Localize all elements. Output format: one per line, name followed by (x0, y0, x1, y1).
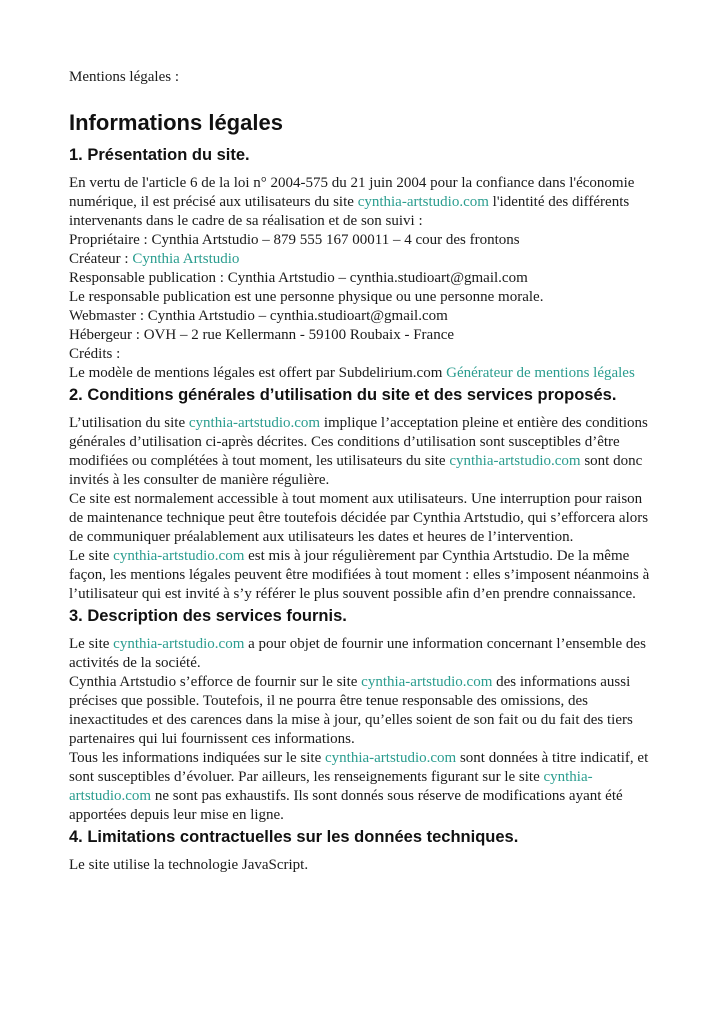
host-line: Hébergeur : OVH – 2 rue Kellermann - 59100 Roubaix - France (69, 327, 455, 343)
section-heading: 1. Présentation du site. (69, 146, 250, 164)
updates-paragraph (69, 547, 659, 604)
text: sont données à titre indicatif, et sont susceptibles d’évoluer. Par ailleurs, les renseignements figurant sur le site (69, 750, 649, 785)
page-title: Informations légales (69, 110, 283, 135)
text: implique l’acceptation pleine et entière des conditions générales d’utilisation ci-après décrites. Ces conditions d’utilisation sont susceptibles d’être modifiées ou complétées à tout moment, les utilisateurs du site (69, 415, 648, 469)
pre-title: Mentions légales : (69, 69, 179, 85)
text: des informations aussi précises que possible. Toutefois, il ne pourra être tenue responsable des omissions, des inexactitudes et des carences dans la mise à jour, qu’elles soient de son fait ou du fait des tiers partenaires qui lui fournissent ces informations. (69, 674, 633, 747)
site-link[interactable]: cynthia-artstudio.com (113, 548, 245, 564)
text: sont donc invités à les consulter de manière régulière. (69, 453, 643, 488)
webmaster-line: Webmaster : Cynthia Artstudio – cynthia.studioart@gmail.com (69, 308, 448, 324)
intro-text-end: l'identité des différents intervenants dans le cadre de sa réalisation et de son suivi : (69, 194, 630, 229)
text: Tous les informations indiquées sur le site (69, 750, 325, 766)
creator-line (69, 250, 659, 269)
generator-link[interactable]: Générateur de mentions légales (446, 365, 635, 381)
template-credit-line (69, 364, 659, 383)
section-heading: 2. Conditions générales d’utilisation du site et des services proposés. (69, 386, 617, 404)
site-link[interactable]: cynthia-artstudio.com (113, 636, 245, 652)
accuracy-paragraph (69, 673, 659, 749)
template-credit-text: Le modèle de mentions légales est offert par Subdelirium.com (69, 365, 447, 381)
text: Le site (69, 636, 114, 652)
publisher-note: Le responsable publication est une personne physique ou une personne morale. (69, 289, 544, 305)
site-link[interactable]: cynthia-artstudio.com (361, 674, 493, 690)
legal-document (69, 68, 659, 875)
javascript-paragraph: Le site utilise la technologie JavaScript. (69, 857, 309, 873)
section-conditions (69, 385, 659, 604)
text: Le site (69, 548, 114, 564)
site-link[interactable]: cynthia-artstudio.com (69, 769, 593, 804)
text: L’utilisation du site (69, 415, 189, 431)
section-presentation (69, 145, 659, 383)
site-link[interactable]: cynthia-artstudio.com (188, 415, 321, 431)
section-heading: 4. Limitations contractuelles sur les données techniques. (69, 828, 519, 846)
creator-label: Créateur : (69, 251, 133, 267)
availability-paragraph: Ce site est normalement accessible à tout moment aux utilisateurs. Une interruption pour raison de maintenance technique peut être toutefois décidée par Cynthia Artstudio, qui s’efforcera alors de communiquer préalablement aux utilisateurs les dates et heures de l’intervention. (69, 491, 649, 545)
text: est mis à jour régulièrement par Cynthia Artstudio. De la même façon, les mentions légales peuvent être modifiées à tout moment : elles s’imposent néanmoins à l’utilisateur qui est invité à s’y référer le plus souvent possible afin d’en prendre connaissance. (69, 548, 650, 602)
text: a pour objet de fournir une information concernant l’ensemble des activités de la société. (69, 636, 646, 671)
creator-link[interactable]: Cynthia Artstudio (132, 251, 240, 267)
intro-text: En vertu de l'article 6 de la loi n° 2004-575 du 21 juin 2004 pour la confiance dans l'économie numérique, il est précisé aux utilisateurs du site (69, 175, 635, 210)
site-link[interactable]: cynthia-artstudio.com (449, 453, 581, 469)
section-heading: 3. Description des services fournis. (69, 607, 347, 625)
text: ne sont pas exhaustifs. Ils sont donnés sous réserve de modifications ayant été apportées depuis leur mise en ligne. (69, 788, 623, 823)
intro-paragraph (69, 174, 659, 231)
section-limitations (69, 827, 659, 875)
section-services (69, 606, 659, 825)
site-link[interactable]: cynthia-artstudio.com (325, 750, 457, 766)
conditions-paragraph (69, 414, 659, 490)
text: Cynthia Artstudio s’efforce de fournir sur le site (69, 674, 362, 690)
indicative-paragraph (69, 749, 659, 825)
credits-line: Crédits : (69, 346, 121, 362)
site-link[interactable]: cynthia-artstudio.com (357, 194, 489, 210)
owner-line: Propriétaire : Cynthia Artstudio – 879 555 167 00011 – 4 cour des frontons (69, 232, 520, 248)
publisher-line: Responsable publication : Cynthia Artstudio – cynthia.studioart@gmail.com (69, 270, 528, 286)
services-paragraph (69, 635, 659, 673)
